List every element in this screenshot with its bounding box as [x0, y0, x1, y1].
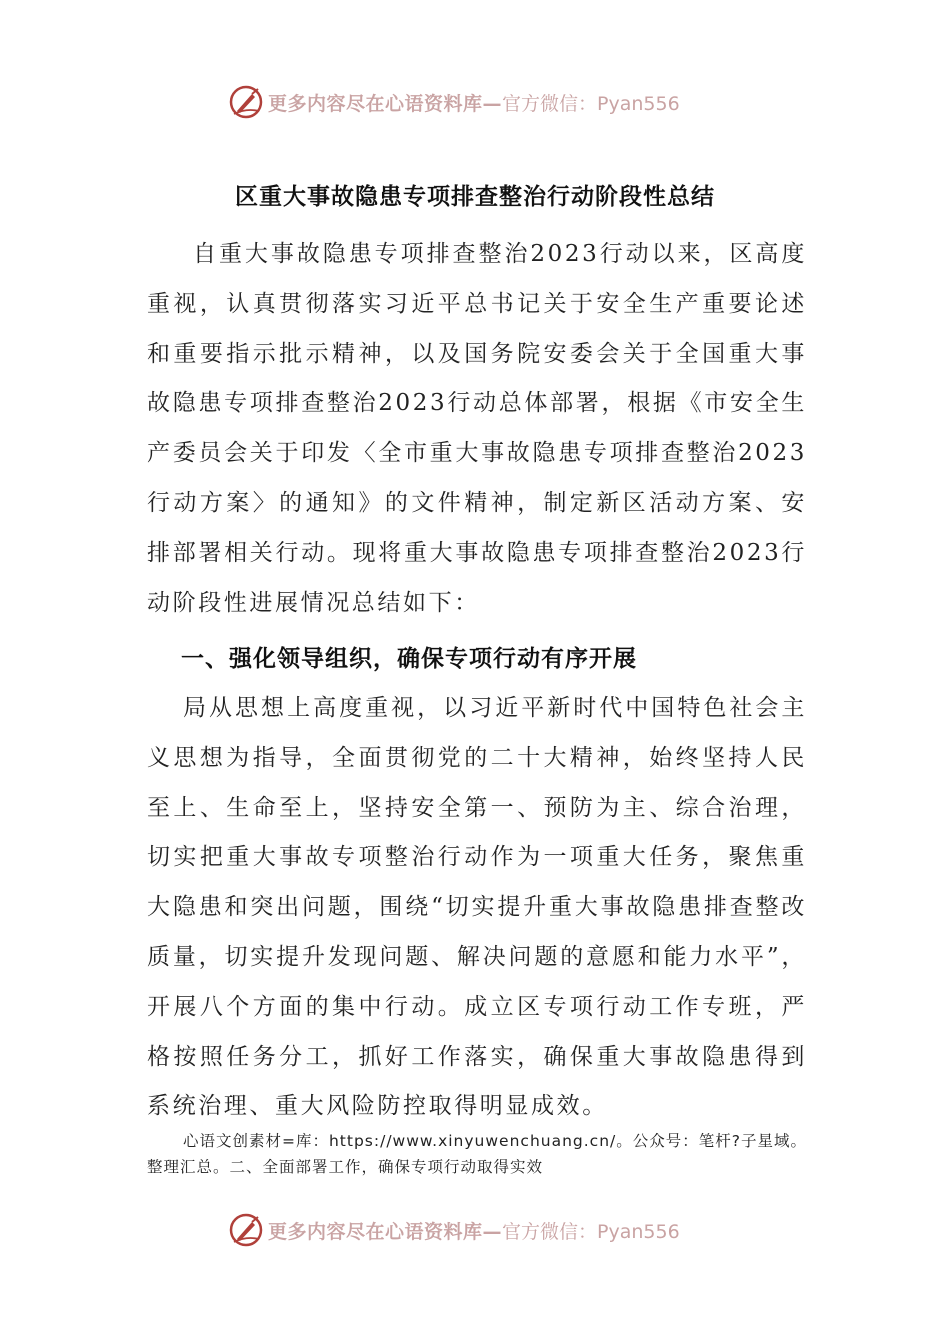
- header-banner: [228, 82, 748, 122]
- quill-pen-logo-icon: [228, 1212, 264, 1248]
- banner-contact: 官方微信：Pyan556: [502, 1220, 680, 1243]
- banner-slogan: 更多内容尽在心语资料库—: [268, 92, 503, 115]
- footnote-text: 心语文创素材=库：https://www.xinyuwenchuang.cn/。公众号：笔杆?子星域。整理汇总。二、全面部署工作，确保专项行动取得实效: [147, 1132, 807, 1176]
- banner-slogan: 更多内容尽在心语资料库—: [268, 1220, 503, 1243]
- document-title: 区重大事故隐患专项排查整治行动阶段性总结: [235, 183, 715, 210]
- intro-paragraph: 自重大事故隐患专项排查整治2023行动以来，区高度重视，认真贯彻落实习近平总书记关于安全生产重要论述和重要指示批示精神，以及国务院安委会关于全国重大事故隐患专项排查整治2023行动总体部署，根据《市安全生产委员会关于印发〈全市重大事故隐患专项排查整治2023行动方案〉的通知》的文件精神，制定新区活动方案、安排部署相关行动。现将重大事故隐患专项排查整治2023行动阶段性进展情况总结如下：: [147, 241, 807, 616]
- section-heading: 一、强化领导组织，确保专项行动有序开展: [181, 645, 637, 672]
- quill-pen-logo-icon: [228, 84, 264, 120]
- banner-contact: 官方微信：Pyan556: [502, 92, 680, 115]
- section-paragraph: 局从思想上高度重视，以习近平新时代中国特色社会主义思想为指导，全面贯彻党的二十大精神，始终坚持人民至上、生命至上，坚持安全第一、预防为主、综合治理，切实把重大事故专项整治行动作为一项重大任务，聚焦重大隐患和突出问题，围绕“切实提升重大事故隐患排查整改质量，切实提升发现问题、解决问题的意愿和能力水平”，开展八个方面的集中行动。成立区专项行动工作专班，严格按照任务分工，抓好工作落实，确保重大事故隐患得到系统治理、重大风险防控取得明显成效。: [147, 695, 807, 1120]
- footer-banner: [228, 1210, 748, 1250]
